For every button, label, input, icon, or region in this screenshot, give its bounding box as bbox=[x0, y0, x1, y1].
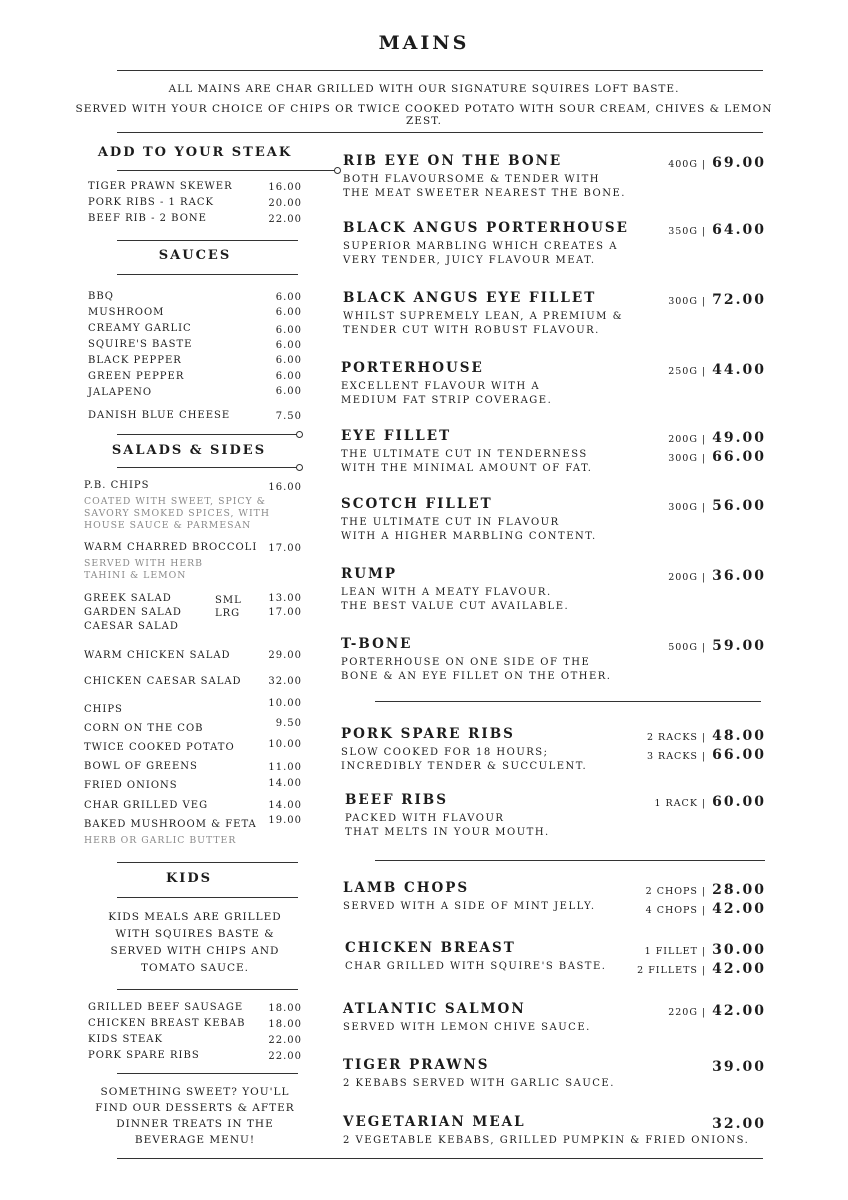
sauce-price: 6.00 bbox=[275, 292, 302, 303]
main-dish-weight: 1 FILLET | bbox=[644, 946, 707, 957]
main-dish-price-row bbox=[668, 219, 766, 238]
main-dish-name: RUMP bbox=[341, 566, 398, 582]
main-dish-name: EYE FILLET bbox=[341, 428, 452, 444]
side-price: 10.00 bbox=[268, 739, 302, 750]
main-dish-weight: 200G | bbox=[668, 572, 707, 583]
main-dish-price-row bbox=[668, 446, 766, 465]
main-dish-weight: 200G | bbox=[668, 434, 707, 445]
side-price: 14.00 bbox=[268, 778, 302, 789]
kids-note-line: KIDS MEALS ARE GRILLED bbox=[108, 911, 282, 923]
sweet-note-line: FIND OUR DESSERTS & AFTER bbox=[95, 1102, 295, 1114]
divider bbox=[117, 170, 337, 171]
main-dish-weight: 300G | bbox=[668, 296, 707, 307]
main-dish-weight: 500G | bbox=[668, 642, 707, 653]
main-dish-weight: 3 RACKS | bbox=[646, 751, 707, 762]
sides-heading: SALADS & SIDES bbox=[111, 443, 267, 458]
main-dish-price-row bbox=[637, 958, 766, 977]
main-dish-desc: THAT MELTS IN YOUR MOUTH. bbox=[345, 827, 550, 838]
sauce-price: 6.00 bbox=[275, 371, 302, 382]
main-dish-name: ATLANTIC SALMON bbox=[343, 1001, 526, 1017]
sauce-name: CREAMY GARLIC bbox=[88, 323, 192, 334]
divider-dot bbox=[334, 167, 341, 174]
main-dish-name: RIB EYE ON THE BONE bbox=[343, 153, 563, 169]
main-dish-name: BEEF RIBS bbox=[345, 792, 448, 808]
main-dish-desc: LEAN WITH A MEATY FLAVOUR. bbox=[341, 587, 552, 598]
divider bbox=[117, 989, 298, 990]
sweet-note bbox=[82, 1084, 308, 1148]
side-name: BOWL OF GREENS bbox=[84, 761, 198, 772]
main-dish-price-row bbox=[668, 495, 766, 514]
main-dish-price-row bbox=[668, 427, 766, 446]
sauce-name: MUSHROOM bbox=[88, 307, 165, 318]
main-dish-price: 30.00 bbox=[712, 942, 766, 958]
kids-heading: KIDS bbox=[165, 871, 213, 886]
addon-price: 20.00 bbox=[268, 198, 302, 209]
main-dish-weight: 2 FILLETS | bbox=[637, 965, 707, 976]
main-dish-desc: SUPERIOR MARBLING WHICH CREATES A bbox=[343, 241, 618, 252]
addon-name: TIGER PRAWN SKEWER bbox=[88, 181, 233, 192]
kids-item-price: 18.00 bbox=[268, 1003, 302, 1014]
main-dish-name: LAMB CHOPS bbox=[343, 880, 470, 896]
main-dish-name: PORK SPARE RIBS bbox=[341, 726, 515, 742]
addons-heading: ADD TO YOUR STEAK bbox=[97, 145, 293, 160]
main-dish-desc: THE MEAT SWEETER NEAREST THE BONE. bbox=[343, 188, 626, 199]
sauces-heading: SAUCES bbox=[158, 248, 232, 263]
main-dish-desc: BONE & AN EYE FILLET ON THE OTHER. bbox=[341, 671, 612, 682]
main-dish-price: 56.00 bbox=[712, 498, 766, 514]
main-dish-name: VEGETARIAN MEAL bbox=[343, 1114, 526, 1130]
main-dish-price: 42.00 bbox=[712, 1003, 766, 1019]
sauce-name: SQUIRE'S BASTE bbox=[88, 339, 193, 350]
divider bbox=[375, 701, 761, 702]
main-dish-desc: BOTH FLAVOURSOME & TENDER WITH bbox=[343, 174, 601, 185]
sauce-name: JALAPENO bbox=[88, 387, 153, 398]
sauce-name: GREEN PEPPER bbox=[88, 371, 185, 382]
sauce-name: BBQ bbox=[88, 291, 114, 302]
size-price: 17.00 bbox=[268, 607, 302, 618]
main-dish-desc: SERVED WITH A SIDE OF MINT JELLY. bbox=[343, 901, 596, 912]
main-dish-weight: 2 CHOPS | bbox=[645, 886, 707, 897]
side-price: 11.00 bbox=[268, 762, 302, 773]
main-dish-price-row bbox=[668, 1000, 766, 1019]
kids-item-price: 22.00 bbox=[268, 1051, 302, 1062]
sauce-name: BLACK PEPPER bbox=[88, 355, 182, 366]
side-name: CORN ON THE COB bbox=[84, 723, 204, 734]
side-price: 19.00 bbox=[268, 815, 302, 826]
kids-note-line: SERVED WITH CHIPS AND bbox=[110, 945, 280, 957]
sauce-price: 6.00 bbox=[275, 307, 302, 318]
side-name: P.B. CHIPS bbox=[84, 480, 150, 491]
kids-item-price: 22.00 bbox=[268, 1035, 302, 1046]
main-dish-name: CHICKEN BREAST bbox=[345, 940, 516, 956]
salad-name: CAESAR SALAD bbox=[84, 621, 179, 632]
main-dish-price-row bbox=[706, 1056, 766, 1075]
main-dish-price: 60.00 bbox=[712, 794, 766, 810]
main-dish-name: T-BONE bbox=[341, 636, 413, 652]
main-dish-price: 36.00 bbox=[712, 568, 766, 584]
addon-name: BEEF RIB - 2 BONE bbox=[88, 213, 207, 224]
main-dish-price: 48.00 bbox=[712, 728, 766, 744]
sweet-note-line: SOMETHING SWEET? YOU'LL bbox=[100, 1086, 290, 1098]
kids-note-line: WITH SQUIRES BASTE & bbox=[115, 928, 275, 940]
main-dish-desc: MEDIUM FAT STRIP COVERAGE. bbox=[341, 395, 553, 406]
divider bbox=[117, 132, 763, 133]
main-dish-weight: 1 RACK | bbox=[654, 798, 707, 809]
main-dish-desc: SERVED WITH LEMON CHIVE SAUCE. bbox=[343, 1022, 591, 1033]
sauce-name: DANISH BLUE CHEESE bbox=[88, 410, 231, 421]
side-desc: HOUSE SAUCE & PARMESAN bbox=[84, 520, 252, 531]
side-name: BAKED MUSHROOM & FETA bbox=[84, 819, 257, 830]
sauce-price: 6.00 bbox=[275, 325, 302, 336]
side-desc: SERVED WITH HERB bbox=[84, 558, 203, 569]
main-dish-weight: 300G | bbox=[668, 453, 707, 464]
side-name: FRIED ONIONS bbox=[84, 780, 178, 791]
sauce-price: 6.00 bbox=[275, 355, 302, 366]
kids-item-name: PORK SPARE RIBS bbox=[88, 1050, 200, 1061]
main-dish-price: 59.00 bbox=[712, 638, 766, 654]
side-price: 10.00 bbox=[268, 698, 302, 709]
main-dish-weight: 2 RACKS | bbox=[646, 732, 707, 743]
side-price: 14.00 bbox=[268, 800, 302, 811]
divider bbox=[117, 1158, 763, 1159]
sweet-note-line: DINNER TREATS IN THE bbox=[116, 1118, 274, 1130]
main-dish-price: 42.00 bbox=[712, 901, 766, 917]
side-desc: COATED WITH SWEET, SPICY & bbox=[84, 496, 266, 507]
divider bbox=[117, 274, 298, 275]
divider bbox=[117, 467, 298, 468]
main-dish-price: 69.00 bbox=[712, 155, 766, 171]
kids-item-name: KIDS STEAK bbox=[88, 1034, 163, 1045]
main-dish-desc: WHILST SUPREMELY LEAN, A PREMIUM & bbox=[343, 311, 623, 322]
side-price: 32.00 bbox=[268, 676, 302, 687]
side-name: CHICKEN CAESAR SALAD bbox=[84, 676, 242, 687]
main-dish-desc: PORTERHOUSE ON ONE SIDE OF THE bbox=[341, 657, 591, 668]
main-dish-desc: WITH A HIGHER MARBLING CONTENT. bbox=[341, 531, 597, 542]
divider-dot bbox=[296, 464, 303, 471]
main-dish-price-row bbox=[647, 725, 766, 744]
main-dish-desc: 2 KEBABS SERVED WITH GARLIC SAUCE. bbox=[343, 1078, 615, 1089]
size-price: 13.00 bbox=[268, 593, 302, 604]
side-price: 29.00 bbox=[268, 650, 302, 661]
addon-price: 22.00 bbox=[268, 214, 302, 225]
main-dish-desc: WITH THE MINIMAL AMOUNT OF FAT. bbox=[341, 463, 593, 474]
main-dish-desc: PACKED WITH FLAVOUR bbox=[345, 813, 505, 824]
divider bbox=[117, 240, 298, 241]
side-name: CHIPS bbox=[84, 704, 123, 715]
sweet-note-line: BEVERAGE MENU! bbox=[134, 1134, 256, 1146]
divider bbox=[117, 1073, 298, 1074]
main-dish-desc: VERY TENDER, JUICY FLAVOUR MEAT. bbox=[343, 255, 596, 266]
main-dish-price: 66.00 bbox=[712, 747, 766, 763]
side-name: WARM CHICKEN SALAD bbox=[84, 650, 231, 661]
main-dish-price-row bbox=[647, 744, 766, 763]
main-dish-name: SCOTCH FILLET bbox=[341, 496, 493, 512]
divider-dot bbox=[296, 431, 303, 438]
main-dish-price: 49.00 bbox=[712, 430, 766, 446]
main-dish-desc: 2 VEGETABLE KEBABS, GRILLED PUMPKIN & FRIED ONIONS. bbox=[343, 1135, 750, 1146]
divider bbox=[117, 897, 298, 898]
main-dish-name: PORTERHOUSE bbox=[341, 360, 484, 376]
main-dish-desc: THE BEST VALUE CUT AVAILABLE. bbox=[341, 601, 570, 612]
divider bbox=[117, 434, 298, 435]
side-name: TWICE COOKED POTATO bbox=[84, 742, 235, 753]
side-desc: TAHINI & LEMON bbox=[84, 570, 187, 581]
main-dish-desc: CHAR GRILLED WITH SQUIRE'S BASTE. bbox=[345, 961, 607, 972]
main-dish-price: 66.00 bbox=[712, 449, 766, 465]
main-dish-price: 44.00 bbox=[712, 362, 766, 378]
main-dish-price-row bbox=[668, 565, 766, 584]
main-dish-name: TIGER PRAWNS bbox=[343, 1057, 490, 1073]
sauce-price: 6.00 bbox=[275, 340, 302, 351]
main-dish-desc: THE ULTIMATE CUT IN TENDERNESS bbox=[341, 449, 588, 460]
page-title: MAINS bbox=[378, 32, 470, 54]
main-dish-price: 32.00 bbox=[712, 1116, 766, 1132]
main-dish-price: 28.00 bbox=[712, 882, 766, 898]
main-dish-price: 39.00 bbox=[712, 1059, 766, 1075]
side-desc: SAVORY SMOKED SPICES, WITH bbox=[84, 508, 270, 519]
main-dish-price-row bbox=[668, 152, 766, 171]
main-dish-price-row bbox=[668, 359, 766, 378]
size-label: LRG bbox=[215, 608, 241, 619]
main-dish-weight: 220G | bbox=[668, 1007, 707, 1018]
main-dish-price: 72.00 bbox=[712, 292, 766, 308]
main-dish-desc: INCREDIBLY TENDER & SUCCULENT. bbox=[341, 761, 588, 772]
main-dish-price-row bbox=[646, 879, 766, 898]
main-dish-price-row bbox=[668, 289, 766, 308]
intro-line-1: ALL MAINS ARE CHAR GRILLED WITH OUR SIGNATURE SQUIRES LOFT BASTE. bbox=[168, 83, 680, 95]
main-dish-name: BLACK ANGUS EYE FILLET bbox=[343, 290, 597, 306]
main-dish-price-row bbox=[645, 939, 766, 958]
side-name: CHAR GRILLED VEG bbox=[84, 800, 209, 811]
main-dish-weight: 4 CHOPS | bbox=[645, 905, 707, 916]
kids-note-line: TOMATO SAUCE. bbox=[141, 962, 249, 974]
sauce-price: 6.00 bbox=[275, 386, 302, 397]
main-dish-price: 42.00 bbox=[712, 961, 766, 977]
main-dish-name: BLACK ANGUS PORTERHOUSE bbox=[343, 220, 629, 236]
side-price: 9.50 bbox=[275, 718, 302, 729]
main-dish-desc: EXCELLENT FLAVOUR WITH A bbox=[341, 381, 541, 392]
divider bbox=[117, 862, 298, 863]
salad-name: GARDEN SALAD bbox=[84, 607, 182, 618]
size-label: SML bbox=[215, 595, 242, 606]
addon-name: PORK RIBS - 1 RACK bbox=[88, 197, 214, 208]
intro-line-2: SERVED WITH YOUR CHOICE OF CHIPS OR TWICE COOKED POTATO WITH SOUR CREAM, CHIVES & LEMON ZEST. bbox=[75, 103, 773, 127]
side-price: 17.00 bbox=[268, 543, 302, 554]
main-dish-price-row bbox=[646, 898, 766, 917]
side-price: 16.00 bbox=[268, 482, 302, 493]
kids-item-name: CHICKEN BREAST KEBAB bbox=[88, 1018, 246, 1029]
main-dish-price-row bbox=[668, 635, 766, 654]
main-dish-desc: SLOW COOKED FOR 18 HOURS; bbox=[341, 747, 549, 758]
main-dish-weight: 400G | bbox=[668, 159, 707, 170]
main-dish-price-row bbox=[654, 791, 766, 810]
sauce-price: 7.50 bbox=[275, 411, 302, 422]
main-dish-weight: 300G | bbox=[668, 502, 707, 513]
addon-price: 16.00 bbox=[268, 182, 302, 193]
main-dish-price-row bbox=[706, 1113, 766, 1132]
main-dish-weight: 250G | bbox=[668, 366, 707, 377]
kids-note bbox=[82, 909, 308, 977]
side-desc: HERB OR GARLIC BUTTER bbox=[84, 835, 237, 846]
main-dish-weight: 350G | bbox=[668, 226, 707, 237]
side-name: WARM CHARRED BROCCOLI bbox=[84, 542, 258, 553]
divider bbox=[375, 860, 765, 861]
salad-name: GREEK SALAD bbox=[84, 593, 172, 604]
divider bbox=[117, 70, 763, 71]
main-dish-desc: TENDER CUT WITH ROBUST FLAVOUR. bbox=[343, 325, 600, 336]
kids-item-name: GRILLED BEEF SAUSAGE bbox=[88, 1002, 244, 1013]
kids-item-price: 18.00 bbox=[268, 1019, 302, 1030]
main-dish-desc: THE ULTIMATE CUT IN FLAVOUR bbox=[341, 517, 560, 528]
main-dish-price: 64.00 bbox=[712, 222, 766, 238]
